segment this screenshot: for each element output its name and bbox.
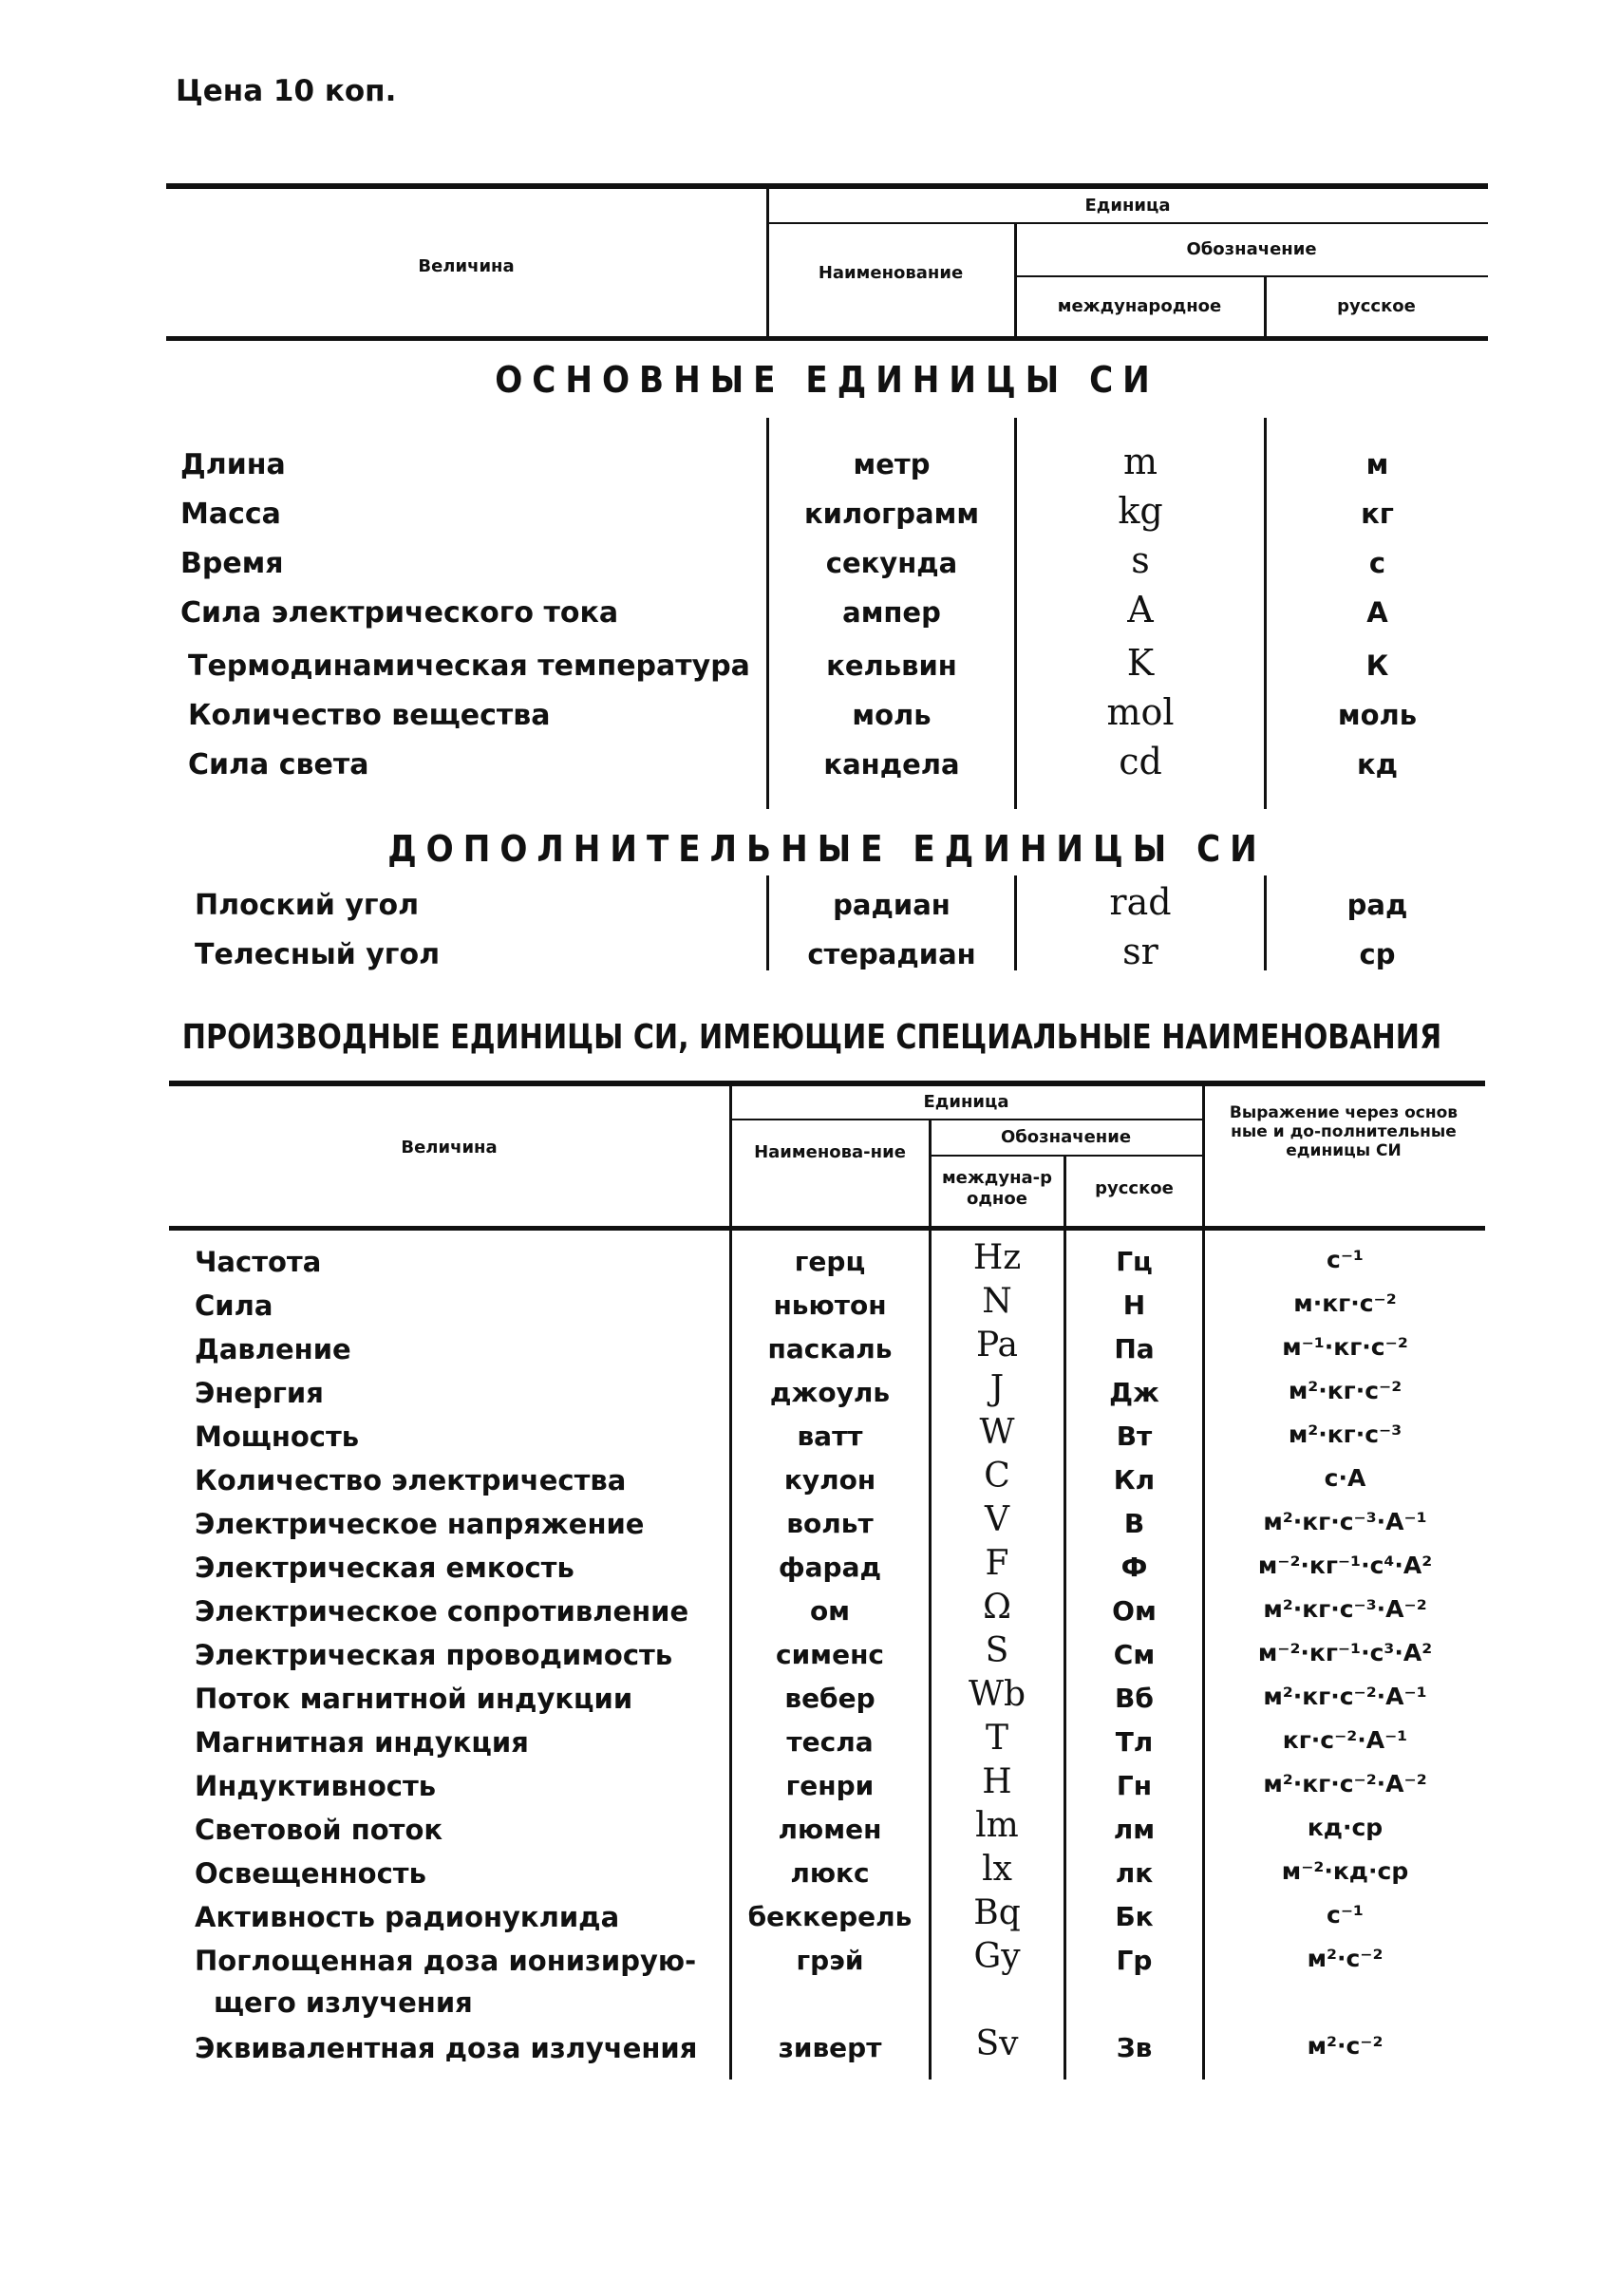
row-ru-symbol: Кл bbox=[1113, 1464, 1156, 1496]
row-quantity: Электрическое напряжение bbox=[195, 1508, 645, 1540]
row-quantity: Электрическое сопротивление bbox=[195, 1595, 689, 1628]
row-expression: м²·с⁻² bbox=[1307, 1945, 1384, 1972]
row-intl-symbol: V bbox=[985, 1500, 1009, 1539]
row-quantity: Мощность bbox=[195, 1421, 360, 1453]
row-expression: м²·кг·с⁻²·А⁻¹ bbox=[1263, 1683, 1427, 1710]
table-row bbox=[0, 691, 1619, 746]
row-unit-name: люмен bbox=[778, 1814, 882, 1845]
row-intl-symbol: cd bbox=[1119, 741, 1162, 782]
row-ru-symbol: Н bbox=[1122, 1289, 1146, 1321]
row-quantity: Сила bbox=[195, 1289, 273, 1322]
row-quantity: Поглощенная доза ионизирую- bbox=[195, 1945, 697, 1977]
header1-russian: русское bbox=[1337, 296, 1416, 316]
row-unit-name: джоуль bbox=[769, 1377, 891, 1408]
row-unit-name: беккерель bbox=[747, 1901, 913, 1932]
row-unit-name: грэй bbox=[796, 1945, 864, 1976]
row-ru-symbol: м bbox=[1365, 448, 1389, 480]
table-row bbox=[0, 931, 1619, 986]
header1-international: международное bbox=[1057, 296, 1222, 316]
row-unit-name: радиан bbox=[833, 889, 951, 921]
header2-international: междуна-родное bbox=[941, 1168, 1053, 1209]
row-ru-symbol: кд bbox=[1356, 748, 1399, 781]
row-intl-symbol: Gy bbox=[973, 1937, 1021, 1976]
row-ru-symbol: Дж bbox=[1109, 1377, 1159, 1408]
table-row bbox=[0, 1369, 1619, 1424]
row-expression: м⁻²·кг⁻¹·с⁴·А² bbox=[1257, 1552, 1433, 1579]
row-ru-symbol: Гн bbox=[1116, 1770, 1153, 1801]
row-ru-symbol: К bbox=[1365, 649, 1389, 682]
row-quantity: Термодинамическая температура bbox=[188, 649, 750, 683]
row-ru-symbol: Гр bbox=[1116, 1945, 1153, 1976]
row-quantity: Световой поток bbox=[195, 1814, 443, 1846]
row-expression: м⁻¹·кг·с⁻² bbox=[1282, 1333, 1408, 1361]
row-ru-symbol: Па bbox=[1114, 1333, 1155, 1364]
row-intl-symbol: kg bbox=[1118, 490, 1163, 532]
row-intl-symbol: Ω bbox=[983, 1588, 1011, 1627]
row-intl-symbol: A bbox=[1127, 589, 1154, 630]
table-row bbox=[0, 1238, 1619, 1293]
row-intl-symbol: J bbox=[989, 1369, 1005, 1408]
table-row bbox=[0, 441, 1619, 496]
row-ru-symbol: с bbox=[1368, 547, 1386, 579]
table-row bbox=[0, 589, 1619, 644]
row-expression: м²·кг·с⁻³ bbox=[1288, 1421, 1403, 1448]
row-intl-symbol: Hz bbox=[972, 1238, 1022, 1277]
row-expression: м²·кг·с⁻² bbox=[1288, 1377, 1403, 1404]
row-ru-symbol: ср bbox=[1359, 938, 1396, 970]
header2-top-rule bbox=[169, 1081, 1485, 1086]
table-row bbox=[0, 1762, 1619, 1817]
row-ru-symbol: моль bbox=[1337, 699, 1418, 731]
row-quantity: Время bbox=[180, 547, 284, 580]
row-quantity: Сила света bbox=[188, 748, 369, 781]
row-expression: м²·кг·с⁻³·А⁻² bbox=[1263, 1595, 1427, 1623]
row-intl-symbol: Wb bbox=[968, 1675, 1026, 1714]
row-intl-symbol: m bbox=[1122, 441, 1158, 482]
row-unit-name: кулон bbox=[783, 1464, 876, 1496]
row-expression: м²·кг·с⁻³·А⁻¹ bbox=[1263, 1508, 1427, 1535]
row-quantity: Количество электричества bbox=[195, 1464, 627, 1496]
section-basic-title: ОСНОВНЫЕ ЕДИНИЦЫ СИ bbox=[495, 359, 1159, 401]
row-quantity: Эквивалентная доза излучения bbox=[195, 2032, 698, 2064]
table-row bbox=[0, 1850, 1619, 1905]
row-unit-name: ом bbox=[809, 1595, 851, 1627]
row-quantity: Телесный угол bbox=[195, 938, 441, 971]
row-unit-name: кандела bbox=[823, 748, 960, 781]
header1-quantity: Величина bbox=[418, 256, 515, 276]
row-expression: с⁻¹ bbox=[1327, 1246, 1364, 1273]
row-intl-symbol: lm bbox=[975, 1806, 1019, 1845]
row-quantity: Давление bbox=[195, 1333, 351, 1365]
row-unit-name: люкс bbox=[790, 1857, 870, 1889]
row-intl-symbol: rad bbox=[1109, 881, 1172, 923]
row-expression: м⁻²·кд·ср bbox=[1281, 1857, 1409, 1885]
table-row bbox=[0, 1675, 1619, 1730]
row-intl-symbol: T bbox=[985, 1719, 1008, 1758]
row-ru-symbol: кг bbox=[1361, 498, 1394, 530]
row-unit-name: герц bbox=[794, 1246, 866, 1277]
row-intl-symbol: H bbox=[982, 1762, 1012, 1801]
header2-bottom-rule bbox=[169, 1226, 1485, 1231]
header1-bottom-rule bbox=[166, 336, 1488, 341]
table-row bbox=[0, 1719, 1619, 1774]
header2-russian: русское bbox=[1095, 1178, 1174, 1198]
table-row bbox=[0, 741, 1619, 796]
table-row bbox=[0, 1806, 1619, 1861]
row-intl-symbol: sr bbox=[1122, 931, 1158, 972]
row-intl-symbol: S bbox=[985, 1631, 1009, 1670]
table-row bbox=[0, 1937, 1619, 2019]
header2-quantity: Величина bbox=[401, 1138, 498, 1157]
header2-designation: Обозначение bbox=[1000, 1127, 1132, 1147]
row-expression: м²·с⁻² bbox=[1307, 2032, 1384, 2060]
table-row bbox=[0, 1588, 1619, 1643]
table-row bbox=[0, 2024, 1619, 2080]
header1-top-rule bbox=[166, 183, 1488, 189]
row-intl-symbol: lx bbox=[982, 1850, 1012, 1889]
row-quantity: Магнитная индукция bbox=[195, 1726, 529, 1759]
header1-unit-underline bbox=[767, 222, 1488, 224]
row-quantity: Поток магнитной индукции bbox=[195, 1683, 633, 1715]
header2-expression: Выражение через основные и до-полнительные единицы СИ bbox=[1229, 1103, 1459, 1160]
table-row bbox=[0, 1893, 1619, 1948]
header1-designation-underline bbox=[1015, 275, 1488, 277]
table-row bbox=[0, 539, 1619, 594]
row-unit-name: ватт bbox=[797, 1421, 863, 1452]
row-quantity: Освещенность bbox=[195, 1857, 426, 1890]
row-ru-symbol: Тл bbox=[1115, 1726, 1154, 1758]
row-expression: с·А bbox=[1324, 1464, 1366, 1492]
table-row bbox=[0, 1631, 1619, 1686]
row-quantity: Количество вещества bbox=[188, 699, 551, 732]
row-quantity: Длина bbox=[180, 448, 286, 481]
table-row bbox=[0, 881, 1619, 936]
row-unit-name: вольт bbox=[786, 1508, 874, 1539]
row-intl-symbol: W bbox=[979, 1413, 1015, 1452]
row-intl-symbol: F bbox=[985, 1544, 1009, 1583]
header1-designation: Обозначение bbox=[1186, 239, 1317, 259]
row-expression: кд·ср bbox=[1307, 1814, 1384, 1841]
row-ru-symbol: Зв bbox=[1116, 2032, 1153, 2063]
row-unit-name: стерадиан bbox=[807, 938, 976, 970]
row-quantity: Частота bbox=[195, 1246, 322, 1278]
row-intl-symbol: C bbox=[984, 1457, 1010, 1496]
row-quantity: Электрическая емкость bbox=[195, 1552, 574, 1584]
row-ru-symbol: лк bbox=[1115, 1857, 1154, 1889]
section-supplementary-title: ДОПОЛНИТЕЛЬНЫЕ ЕДИНИЦЫ СИ bbox=[387, 828, 1267, 870]
row-unit-name: моль bbox=[852, 699, 932, 731]
row-ru-symbol: Ом bbox=[1112, 1595, 1157, 1627]
row-unit-name: паскаль bbox=[767, 1333, 893, 1364]
table-row bbox=[0, 642, 1619, 697]
row-expression: м⁻²·кг⁻¹·с³·А² bbox=[1257, 1639, 1433, 1666]
table-row bbox=[0, 490, 1619, 545]
row-expression: кг·с⁻²·А⁻¹ bbox=[1282, 1726, 1408, 1754]
row-unit-name: зиверт bbox=[778, 2032, 882, 2063]
table-row bbox=[0, 1457, 1619, 1512]
row-unit-name: генри bbox=[785, 1770, 875, 1801]
row-ru-symbol: Гц bbox=[1116, 1246, 1153, 1277]
header1-name: Наименование bbox=[818, 263, 964, 283]
row-unit-name: ньютон bbox=[773, 1289, 887, 1321]
row-ru-symbol: Ф bbox=[1120, 1552, 1148, 1583]
row-quantity: Электрическая проводимость bbox=[195, 1639, 673, 1671]
row-intl-symbol: K bbox=[1126, 642, 1155, 684]
row-quantity: Активность радионуклида bbox=[195, 1901, 620, 1933]
row-intl-symbol: Pa bbox=[975, 1326, 1019, 1364]
row-unit-name: тесла bbox=[786, 1726, 874, 1758]
row-ru-symbol: Бк bbox=[1115, 1901, 1154, 1932]
row-ru-symbol: См bbox=[1113, 1639, 1156, 1670]
row-ru-symbol: Вб bbox=[1115, 1683, 1154, 1714]
row-expression: с⁻¹ bbox=[1327, 1901, 1364, 1929]
table-row bbox=[0, 1544, 1619, 1599]
row-quantity: Индуктивность bbox=[195, 1770, 437, 1802]
row-unit-name: килограмм bbox=[803, 498, 980, 530]
row-quantity: Энергия bbox=[195, 1377, 324, 1409]
price-label: Цена 10 коп. bbox=[176, 74, 397, 108]
row-intl-symbol: Sv bbox=[975, 2024, 1019, 2063]
row-expression: м·кг·с⁻² bbox=[1293, 1289, 1397, 1317]
header2-name: Наименова-ние bbox=[754, 1142, 906, 1162]
row-intl-symbol: mol bbox=[1106, 691, 1175, 733]
row-intl-symbol: s bbox=[1131, 539, 1150, 581]
header2-unit: Единица bbox=[923, 1092, 1009, 1112]
row-quantity: Масса bbox=[180, 498, 281, 531]
row-unit-name: фарад bbox=[778, 1552, 882, 1583]
row-unit-name: ампер bbox=[842, 596, 941, 629]
row-ru-symbol: рад bbox=[1346, 889, 1408, 921]
row-expression: м²·кг·с⁻²·А⁻² bbox=[1263, 1770, 1427, 1797]
table-row bbox=[0, 1282, 1619, 1337]
header1-unit: Единица bbox=[1084, 196, 1171, 216]
row-ru-symbol: Вт bbox=[1116, 1421, 1153, 1452]
row-unit-name: секунда bbox=[825, 547, 958, 579]
row-intl-symbol: N bbox=[982, 1282, 1012, 1321]
row-unit-name: кельвин bbox=[826, 649, 957, 682]
table-row bbox=[0, 1413, 1619, 1468]
row-unit-name: сименс bbox=[775, 1639, 885, 1670]
header2-vline-4 bbox=[1202, 1084, 1205, 1229]
header2-designation-underline bbox=[930, 1155, 1202, 1157]
row-ru-symbol: лм bbox=[1113, 1814, 1156, 1845]
table-row bbox=[0, 1500, 1619, 1555]
row-intl-symbol: Bq bbox=[973, 1893, 1021, 1932]
header2-unit-underline bbox=[730, 1119, 1202, 1120]
row-ru-symbol: В bbox=[1123, 1508, 1145, 1539]
table-row bbox=[0, 1326, 1619, 1381]
row-ru-symbol: А bbox=[1366, 596, 1388, 629]
row-quantity: Сила электрического тока bbox=[180, 596, 619, 630]
row-unit-name: метр bbox=[853, 448, 931, 480]
row-unit-name: вебер bbox=[784, 1683, 875, 1714]
row-quantity-continuation: щего излучения bbox=[214, 1986, 473, 2019]
row-quantity: Плоский угол bbox=[195, 889, 420, 922]
section-derived-title: ПРОИЗВОДНЫЕ ЕДИНИЦЫ СИ, ИМЕЮЩИЕ СПЕЦИАЛЬНЫЕ НАИМЕНОВАНИЯ bbox=[181, 1018, 1442, 1057]
